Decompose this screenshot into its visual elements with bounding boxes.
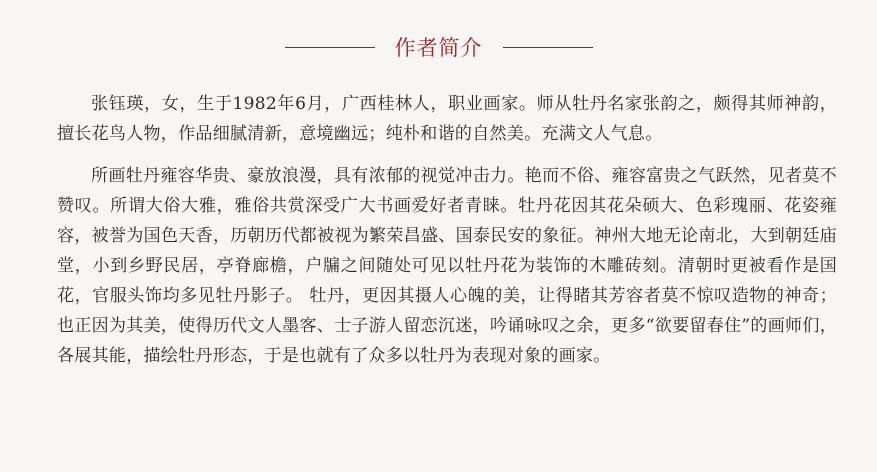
heading-left-rule (285, 47, 375, 48)
heading-right-rule (503, 47, 593, 48)
section-title: 作者简介 (394, 36, 483, 60)
peony-paragraph: 所画牡丹雍容华贵、豪放浪漫，具有浓郁的视觉冲击力。艳而不俗、雍容富贵之气跃然，见者莫不赞叹。所谓大俗大雅，雅俗共赏深受广大书画爱好者青睐。牡丹花因其花朵硕大、色彩瑰丽、花姿雍容，被誉为国色天香，历朝历代都被视为繁荣昌盛、国泰民安的象征。神州大地无论南北，大到朝廷庙堂，小到乡野民居，亭脊廊檐，户牖之间随处可见以牡丹花为装饰的木雕砖刻。清朝时更被看作是国花，官服头饰均多见牡丹影子。 牡丹，更因其摄人心魄的美，让得睹其芳容者莫不惊叹造物的神奇；也正因为其美，使得历代文人墨客、士子游人留恋沉迷，吟诵咏叹之余，更多“欲要留春住”的画师们，各展其能，描绘牡丹形态，于是也就有了众多以牡丹为表现对象的画家。 (57, 166, 837, 366)
intro-body (57, 89, 837, 371)
bio-paragraph: 张钰瑛，女，生于1982年6月，广西桂林人，职业画家。师从牡丹名家张韵之，颇得其师神韵，擅长花鸟人物，作品细腻清新，意境幽远；纯朴和谐的自然美。充满文人气息。 (57, 94, 837, 144)
section-heading (0, 30, 877, 64)
